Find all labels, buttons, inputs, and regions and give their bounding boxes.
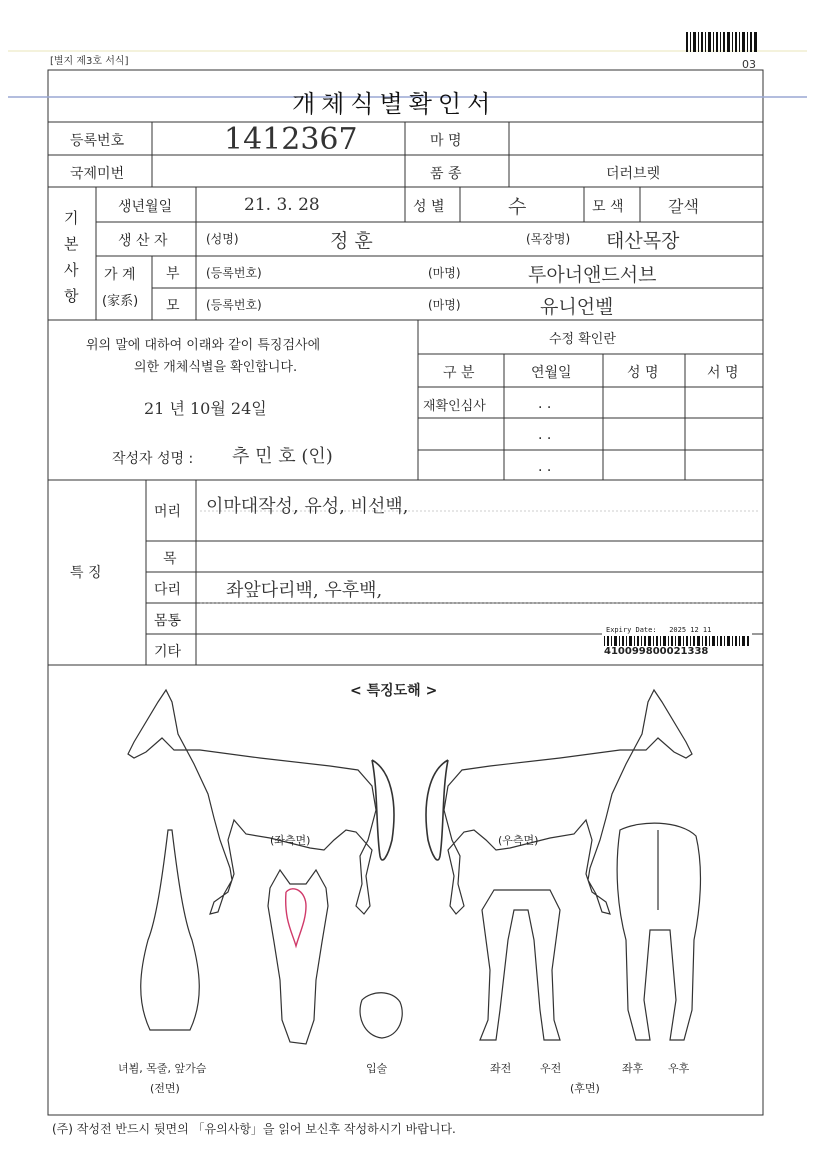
neck-label: 목 [163, 551, 177, 567]
revision-col-division: 구 분 [443, 365, 475, 381]
document-title: 개체식별확인서 [292, 90, 497, 118]
rear-left-label: 좌후 [622, 1062, 644, 1075]
horse-head-marking [286, 889, 306, 946]
coat-color-value: 갈색 [668, 197, 699, 216]
head-label: 머리 [154, 504, 182, 520]
chip-barcode [604, 636, 750, 646]
revision-col-date: 연월일 [531, 365, 572, 381]
horse-diagram [110, 680, 710, 1060]
producer-name-value: 정 훈 [330, 230, 373, 252]
chip-expiry: Expiry Date: 2025 12 11 [606, 626, 712, 634]
revision-date-2: . . [538, 427, 552, 443]
head-value: 이마대작성, 유성, 비선백, [206, 496, 409, 517]
features-section-label: 특 징 [70, 565, 102, 581]
intl-no-label: 국제미번 [70, 166, 125, 182]
producer-name-label: (성명) [206, 232, 239, 246]
revision-title: 수정 확인란 [549, 332, 616, 347]
dam-label: 모 [166, 298, 180, 314]
horse-neck-front-outline [141, 830, 200, 1030]
legs-value: 좌앞다리백, 우후백, [226, 580, 383, 601]
basic-section-label: 기본사항 [64, 209, 79, 305]
footer-note: (주) 작성전 반드시 뒷면의 「유의사항」을 읽어 보신후 작성하시기 바랍니다. [52, 1122, 456, 1136]
ranch-label: (목장명) [526, 232, 571, 246]
front-view-label: (전면) [150, 1082, 180, 1095]
breed-value: 더러브렛 [606, 166, 661, 182]
revision-row-label: 재확인심사 [423, 399, 486, 414]
rear-right-label: 우후 [668, 1062, 690, 1075]
statement-line-2: 의한 개체식별을 확인합니다. [134, 360, 298, 375]
microchip-sticker [602, 626, 752, 658]
dam-name-value: 유니언벨 [540, 296, 614, 318]
diagram-title: < 특징도해 > [350, 683, 438, 699]
horse-right-side-outline [444, 690, 692, 914]
top-barcode [686, 32, 758, 52]
ranch-value: 태산목장 [606, 230, 680, 252]
dam-name-label: (마명) [428, 298, 461, 312]
front-left-label: 좌전 [490, 1062, 512, 1075]
coat-color-label: 모 색 [592, 199, 624, 215]
birth-date-value: 21. 3. 28 [244, 195, 320, 215]
sire-name-label: (마명) [428, 266, 461, 280]
chip-number: 410099800021338 [604, 646, 709, 657]
horse-head-front-outline [268, 870, 328, 1044]
horse-name-label: 마 명 [430, 133, 462, 149]
throat-label: 녀뵘, 목줄, 앞가슴 [118, 1062, 207, 1075]
sire-reg-label: (등록번호) [206, 266, 262, 280]
right-side-label: (우측면) [498, 834, 539, 847]
lip-label: 입술 [366, 1062, 388, 1075]
sire-name-value: 투아너앤드서브 [528, 264, 657, 286]
sire-label: 부 [166, 266, 180, 282]
horse-front-legs-outline [480, 890, 560, 1040]
statement-line-1: 위의 말에 대하여 이래와 같이 특징검사에 [86, 338, 321, 353]
dam-reg-label: (등록번호) [206, 298, 262, 312]
lineage-hanja-label: (家系) [102, 294, 139, 309]
page-number: 03 [742, 58, 756, 71]
sex-label: 성 별 [413, 199, 445, 215]
confirmation-date: 21 년 10월 24일 [144, 399, 267, 418]
form-number-label: [별지 제3호 서식] [50, 56, 129, 67]
revision-col-sign: 서 명 [707, 365, 739, 381]
revision-col-name: 성 명 [627, 365, 659, 381]
body-label: 몸통 [154, 613, 182, 629]
horse-rear-outline [617, 823, 700, 1040]
horse-left-side-outline [128, 690, 376, 914]
legs-label: 다리 [154, 582, 182, 598]
sex-value: 수 [508, 196, 527, 218]
rear-view-label: (후면) [570, 1082, 600, 1095]
revision-date-1: . . [538, 396, 552, 412]
horse-lip-outline [360, 993, 402, 1038]
writer-label: 작성자 성명 : [112, 451, 194, 467]
left-side-label: (좌측면) [270, 834, 311, 847]
lineage-label: 가 계 [104, 267, 136, 283]
front-right-label: 우전 [540, 1062, 562, 1075]
reg-no-value: 1412367 [224, 122, 358, 157]
other-label: 기타 [154, 644, 182, 660]
reg-no-label: 등록번호 [70, 133, 125, 149]
breed-label: 품 종 [430, 166, 462, 182]
writer-name: 추 민 호 (인) [232, 446, 333, 467]
horse-right-tail [426, 760, 448, 860]
birth-date-label: 생년월일 [118, 199, 173, 215]
horse-left-tail [372, 760, 394, 860]
revision-date-3: . . [538, 459, 552, 475]
producer-label: 생 산 자 [118, 233, 168, 249]
